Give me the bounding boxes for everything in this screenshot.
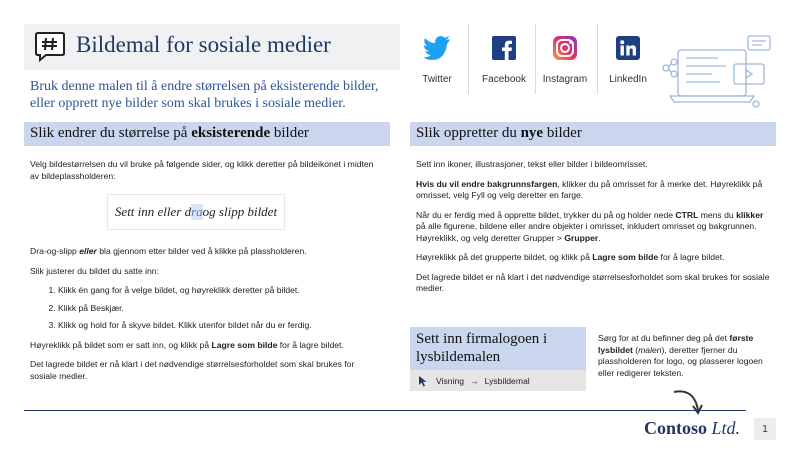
heading-text: Slik oppretter du (416, 125, 521, 141)
twitter-bird-icon (423, 36, 451, 60)
step-list (58, 285, 380, 332)
page-number: 1 (754, 418, 776, 440)
emphasis: eller (79, 246, 97, 256)
text: . (598, 232, 601, 243)
resize-instructions (30, 246, 380, 390)
heading-bold: eksisterende (191, 125, 271, 141)
menu-path-view: Visning (436, 375, 465, 386)
list-item: 2. Klikk på Beskjær. (58, 303, 380, 315)
paragraph: Det lagrede bildet er nå klart i det nødvendige størrelsesforholdet som skal brukes for sosiale medier. (416, 271, 770, 293)
bold-text: Hvis du vil endre bakgrunnsfargen (416, 178, 558, 189)
cursor-pointer-icon (418, 375, 430, 387)
paragraph: Velg bildestørrelsen du vil bruke på følgende sider, og klikk deretter på bildeikonet i midten av bildeplassholderen: (30, 159, 374, 181)
placeholder-selection: ra (191, 204, 203, 219)
paragraph: Det lagrede bildet er nå klart i det nødvendige størrelsesforholdet som skal brukes for sosiale medier. (30, 359, 355, 381)
text: bla gjennom etter bilder ved å klikke på plassholderen. (96, 246, 307, 256)
image-placeholder[interactable] (107, 194, 285, 230)
text: , klikker du på omrisset for å merke det. Høyreklikk på omrisset, velg Fyll og velg deretter en farge. (416, 178, 763, 200)
bold-text: Lagre som bilde (211, 339, 278, 350)
bold-text: CTRL (675, 209, 699, 220)
heading-bold: nye (520, 125, 544, 141)
text: på alle figurene, bildene eller andre objekter i omrisset, inkludert omrisset og bakgrunnen. Høyreklikk, og velg deretter Grupper > (416, 221, 757, 243)
social-label: Instagram (542, 74, 588, 85)
page-title: Bildemal for sosiale medier (76, 32, 331, 57)
list-item: 1. Klikk én gang for å velge bildet, og høyreklikk deretter på bildet. (58, 285, 380, 297)
page-subtitle: Bruk denne malen til å endre størrelsen på eksisterende bilder, eller opprett nye bilder som skal brukes i sosiale medier. (30, 79, 379, 111)
heading-text: Slik endrer du størrelse på (30, 125, 192, 141)
social-instagram (530, 34, 600, 85)
section-heading-resize (24, 122, 390, 146)
bold-text: Grupper (564, 232, 599, 243)
social-twitter (402, 34, 472, 85)
company-logo (644, 418, 740, 439)
facebook-icon (492, 36, 516, 60)
arrow-right-icon: → (470, 375, 479, 386)
heading-text: bilder (270, 125, 309, 141)
text: ), deretter fjerner du plassholderen for logo, og plasserer logoen eller redigerer teksten. (598, 344, 763, 378)
curved-arrow-icon (670, 388, 720, 418)
text: ( (632, 344, 639, 355)
text: Når du er ferdig med å opprette bildet, trykker du på og holder nede (416, 209, 676, 220)
paragraph (416, 252, 772, 264)
paragraph (598, 333, 778, 379)
list-item: 3. Klikk og hold for å skyve bildet. Klikk utenfor bildet når du er ferdig. (58, 320, 380, 332)
logo-description (598, 333, 778, 387)
paragraph (30, 340, 380, 352)
paragraph: Sett inn ikoner, illustrasjoner, tekst eller bilder i bildeomrisset. (416, 159, 648, 169)
social-label: Facebook (482, 74, 526, 85)
text: for å lagre bildet. (658, 252, 725, 262)
bold-text: Lagre som bilde (592, 252, 659, 262)
title-box (24, 24, 400, 70)
paragraph (416, 179, 772, 202)
logo-heading: Sett inn firmalogoen i lysbildemalen (416, 331, 548, 365)
placeholder-text: og slipp bildet (202, 204, 278, 219)
text: Dra-og-slipp (30, 246, 80, 256)
text: mens du (698, 209, 737, 220)
menu-path (410, 370, 586, 391)
instagram-icon (553, 36, 577, 60)
paragraph (416, 210, 772, 245)
social-facebook (469, 34, 539, 85)
social-label: LinkedIn (609, 74, 647, 85)
social-linkedin (593, 34, 663, 85)
paragraph (30, 246, 380, 258)
bold-text: klikker (736, 209, 764, 220)
heading-text: bilder (543, 125, 582, 141)
linkedin-icon (616, 36, 640, 60)
hashtag-chat-icon (34, 30, 66, 62)
placeholder-text: Sett inn eller d (114, 204, 192, 219)
section-heading-create (410, 122, 776, 146)
social-label: Twitter (422, 74, 452, 85)
text: Høyreklikk på det grupperte bildet, og klikk på (416, 252, 593, 262)
paragraph: Slik justerer du bildet du satte inn: (30, 265, 159, 276)
text: Sørg for at du befinner deg på det (598, 333, 730, 343)
text: for å lagre bildet. (277, 339, 344, 350)
company-name: Contoso (644, 418, 708, 438)
laptop-social-illustration-icon (656, 30, 776, 110)
italic-text: malen (638, 344, 662, 355)
footer-divider (24, 410, 746, 411)
bold-text: første lysbildet (598, 333, 754, 355)
text: Høyreklikk på bildet som er satt inn, og klikk på (30, 339, 212, 350)
company-suffix: Ltd. (711, 418, 741, 438)
resize-intro (30, 159, 380, 190)
menu-path-master: Lysbildemal (484, 375, 530, 386)
create-instructions (416, 159, 772, 303)
